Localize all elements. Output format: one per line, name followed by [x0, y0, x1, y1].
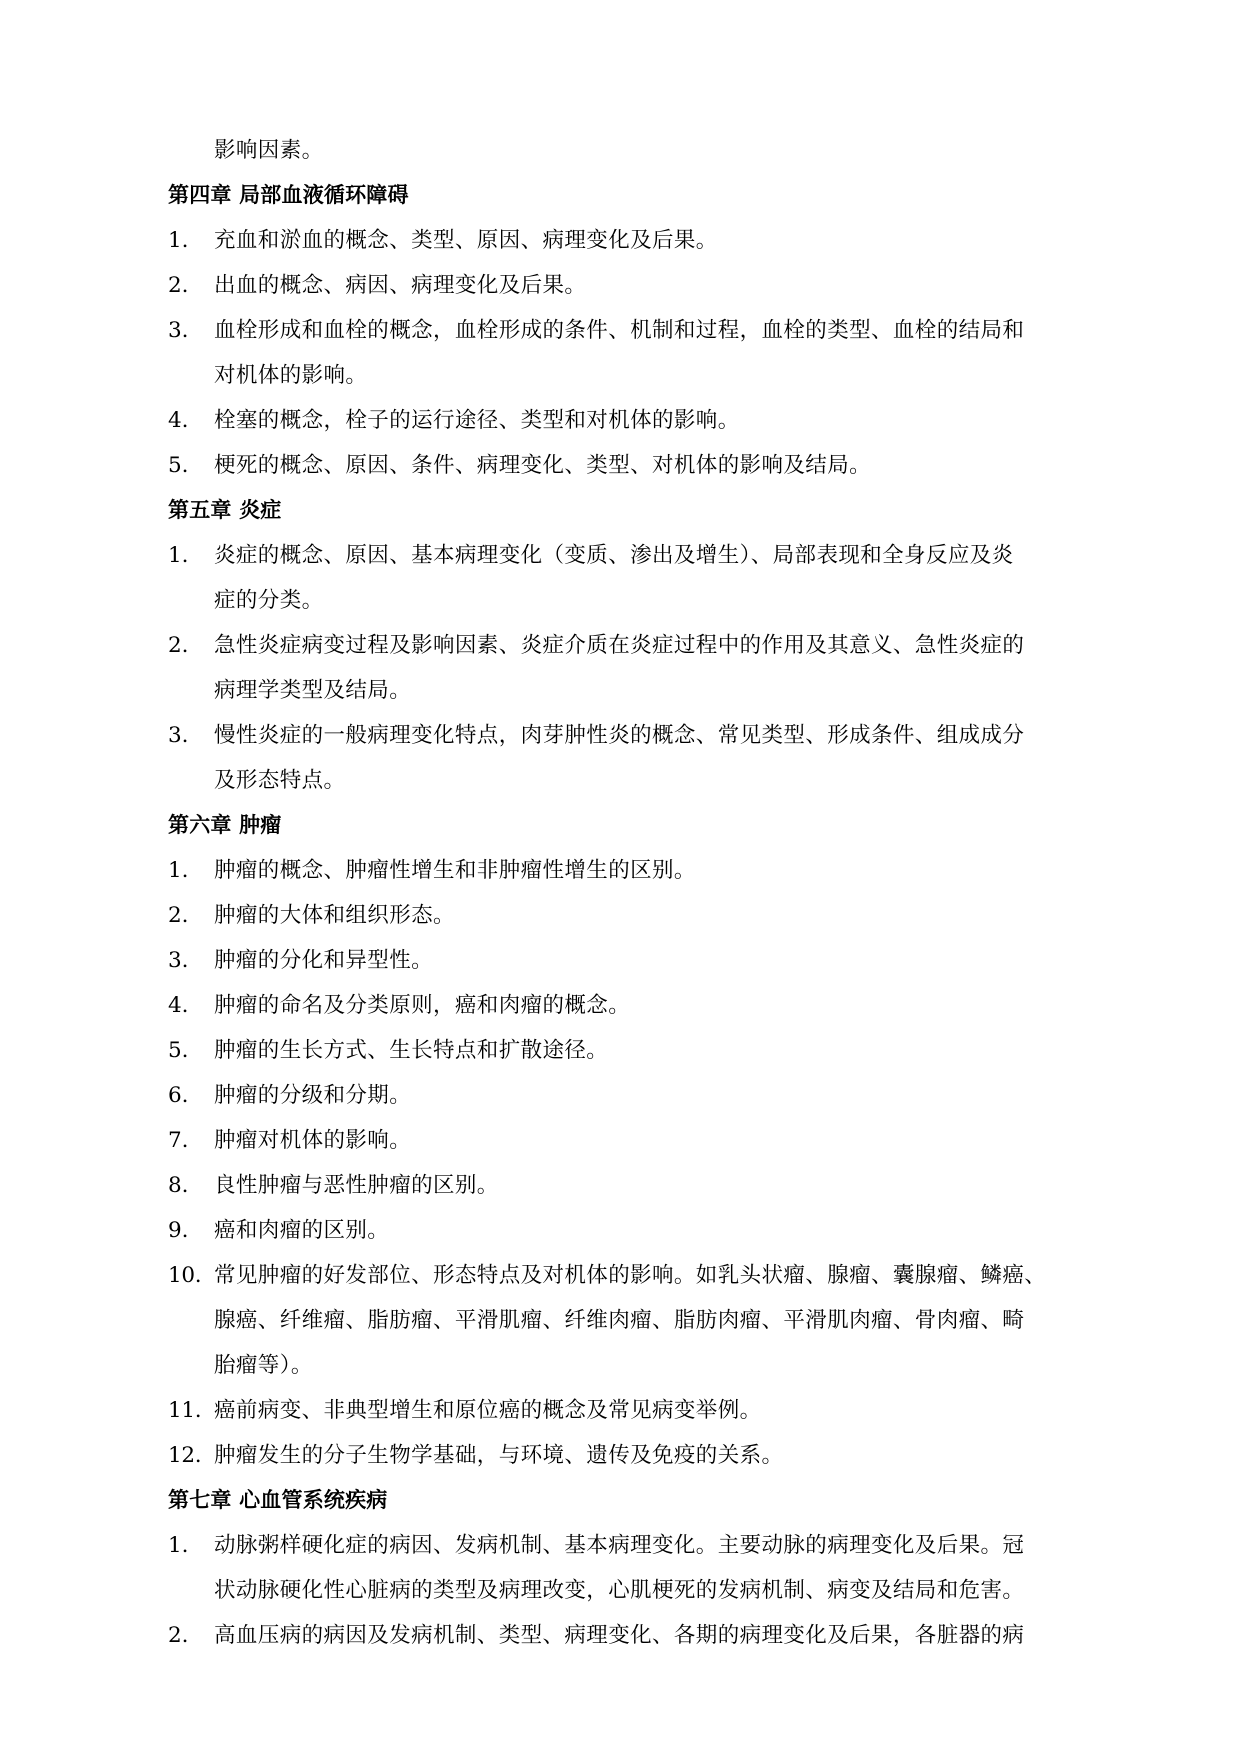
list-item-number: 8. — [168, 1173, 189, 1198]
list-item — [168, 938, 1072, 983]
list-item-line: 肿瘤的分级和分期。 — [214, 1083, 412, 1108]
list-item — [168, 218, 1072, 263]
list-item-body — [214, 1523, 1072, 1613]
list-item-number: 3. — [168, 948, 189, 973]
list-item — [168, 983, 1072, 1028]
list-item-line: 出血的概念、病因、病理变化及后果。 — [214, 273, 587, 298]
list-item-number: 2. — [168, 903, 189, 928]
list-item — [168, 848, 1072, 893]
chapter-heading: 第五章 炎症 — [168, 498, 282, 522]
list-item-line: 肿瘤的概念、肿瘤性增生和非肿瘤性增生的区别。 — [214, 858, 696, 883]
list-item-body — [214, 1253, 1072, 1388]
list-item-line: 状动脉硬化性心脏病的类型及病理改变，心肌梗死的发病机制、病变及结局和危害。 — [214, 1578, 1025, 1603]
list-item-number: 1. — [168, 858, 189, 883]
list-item-body — [214, 443, 1072, 488]
chapter-section — [168, 173, 1072, 488]
list-item-line: 胎瘤等）。 — [214, 1353, 313, 1378]
list-item-number: 1. — [168, 1533, 189, 1558]
list-item-body — [214, 893, 1072, 938]
chapter-section — [168, 1478, 1072, 1658]
continuation-line: 影响因素。 — [214, 138, 324, 163]
list-item-line: 癌前病变、非典型增生和原位癌的概念及常见病变举例。 — [214, 1398, 762, 1423]
list-item-number: 4. — [168, 408, 189, 433]
list-item-body — [214, 1118, 1072, 1163]
list-item-line: 急性炎症病变过程及影响因素、炎症介质在炎症过程中的作用及其意义、急性炎症的 — [214, 633, 1025, 658]
list-item-line: 慢性炎症的一般病理变化特点，肉芽肿性炎的概念、常见类型、形成条件、组成成分 — [214, 723, 1025, 748]
list-item-number: 6. — [168, 1083, 189, 1108]
list-item — [168, 1433, 1072, 1478]
list-item-body — [214, 218, 1072, 263]
list-item-line: 高血压病的病因及发病机制、类型、病理变化、各期的病理变化及后果，各脏器的病 — [214, 1623, 1025, 1648]
list-item-body — [214, 848, 1072, 893]
list-item-body — [214, 983, 1072, 1028]
list-item-line: 肿瘤的生长方式、生长特点和扩散途径。 — [214, 1038, 609, 1063]
list-item-line: 癌和肉瘤的区别。 — [214, 1218, 390, 1243]
list-item-number: 7. — [168, 1128, 189, 1153]
list-item-number: 10. — [168, 1263, 202, 1288]
list-item-line: 症的分类。 — [214, 588, 324, 613]
list-item-line: 肿瘤的大体和组织形态。 — [214, 903, 455, 928]
list-item-body — [214, 263, 1072, 308]
list-item — [168, 1523, 1072, 1613]
list-item — [168, 398, 1072, 443]
list-item-line: 肿瘤对机体的影响。 — [214, 1128, 412, 1153]
list-item — [168, 1073, 1072, 1118]
list-item-number: 2. — [168, 273, 189, 298]
list-item-body — [214, 533, 1072, 623]
list-item — [168, 623, 1072, 713]
list-item — [168, 308, 1072, 398]
list-item-line: 常见肿瘤的好发部位、形态特点及对机体的影响。如乳头状瘤、腺瘤、囊腺瘤、鳞癌、 — [214, 1263, 1047, 1288]
list-item-line: 腺癌、纤维瘤、脂肪瘤、平滑肌瘤、纤维肉瘤、脂肪肉瘤、平滑肌肉瘤、骨肉瘤、畸 — [214, 1308, 1025, 1333]
list-item-body — [214, 938, 1072, 983]
list-item-body — [214, 1613, 1072, 1658]
list-item — [168, 1388, 1072, 1433]
list-item — [168, 1253, 1072, 1388]
list-item-number: 1. — [168, 543, 189, 568]
list-item — [168, 1163, 1072, 1208]
list-item-line: 血栓形成和血栓的概念，血栓形成的条件、机制和过程，血栓的类型、血栓的结局和 — [214, 318, 1025, 343]
list-item — [168, 1118, 1072, 1163]
list-item — [168, 1613, 1072, 1658]
list-item-number: 5. — [168, 1038, 189, 1063]
list-item-body — [214, 623, 1072, 713]
list-item-number: 1. — [168, 228, 189, 253]
list-item-line: 肿瘤发生的分子生物学基础，与环境、遗传及免疫的关系。 — [214, 1443, 784, 1468]
chapter-section — [168, 803, 1072, 1478]
list-item-body — [214, 1028, 1072, 1073]
document-body — [168, 128, 1072, 1658]
chapter-heading: 第七章 心血管系统疾病 — [168, 1488, 388, 1512]
list-item-number: 3. — [168, 723, 189, 748]
list-item-line: 病理学类型及结局。 — [214, 678, 412, 703]
list-item-number: 2. — [168, 633, 189, 658]
list-item-body — [214, 1163, 1072, 1208]
chapter-heading: 第四章 局部血液循环障碍 — [168, 183, 409, 207]
list-item — [168, 713, 1072, 803]
list-item-number: 3. — [168, 318, 189, 343]
list-item-line: 肿瘤的命名及分类原则，癌和肉瘤的概念。 — [214, 993, 631, 1018]
list-item-line: 肿瘤的分化和异型性。 — [214, 948, 434, 973]
list-item-line: 炎症的概念、原因、基本病理变化（变质、渗出及增生）、局部表现和全身反应及炎 — [214, 543, 1014, 568]
list-item — [168, 533, 1072, 623]
list-item — [168, 893, 1072, 938]
list-item-line: 对机体的影响。 — [214, 363, 368, 388]
list-item-body — [214, 1073, 1072, 1118]
list-item — [168, 263, 1072, 308]
list-item-line: 梗死的概念、原因、条件、病理变化、类型、对机体的影响及结局。 — [214, 453, 872, 478]
list-item-number: 2. — [168, 1623, 189, 1648]
list-item — [168, 1028, 1072, 1073]
chapter-heading: 第六章 肿瘤 — [168, 813, 282, 837]
list-item-body — [214, 1433, 1072, 1478]
list-item-line: 栓塞的概念，栓子的运行途径、类型和对机体的影响。 — [214, 408, 740, 433]
list-item-body — [214, 1388, 1072, 1433]
list-item-line: 及形态特点。 — [214, 768, 346, 793]
list-item-line: 充血和淤血的概念、类型、原因、病理变化及后果。 — [214, 228, 718, 253]
list-item-number: 11. — [168, 1398, 202, 1423]
list-item-body — [214, 1208, 1072, 1253]
list-item-body — [214, 713, 1072, 803]
list-item-number: 12. — [168, 1443, 202, 1468]
list-item-body — [214, 398, 1072, 443]
list-item-body — [214, 308, 1072, 398]
list-item-number: 5. — [168, 453, 189, 478]
list-item — [168, 443, 1072, 488]
list-item-line: 动脉粥样硬化症的病因、发病机制、基本病理变化。主要动脉的病理变化及后果。冠 — [214, 1533, 1025, 1558]
list-item — [168, 1208, 1072, 1253]
chapter-section — [168, 488, 1072, 803]
list-item-number: 4. — [168, 993, 189, 1018]
list-item-number: 9. — [168, 1218, 189, 1243]
list-item-line: 良性肿瘤与恶性肿瘤的区别。 — [214, 1173, 499, 1198]
